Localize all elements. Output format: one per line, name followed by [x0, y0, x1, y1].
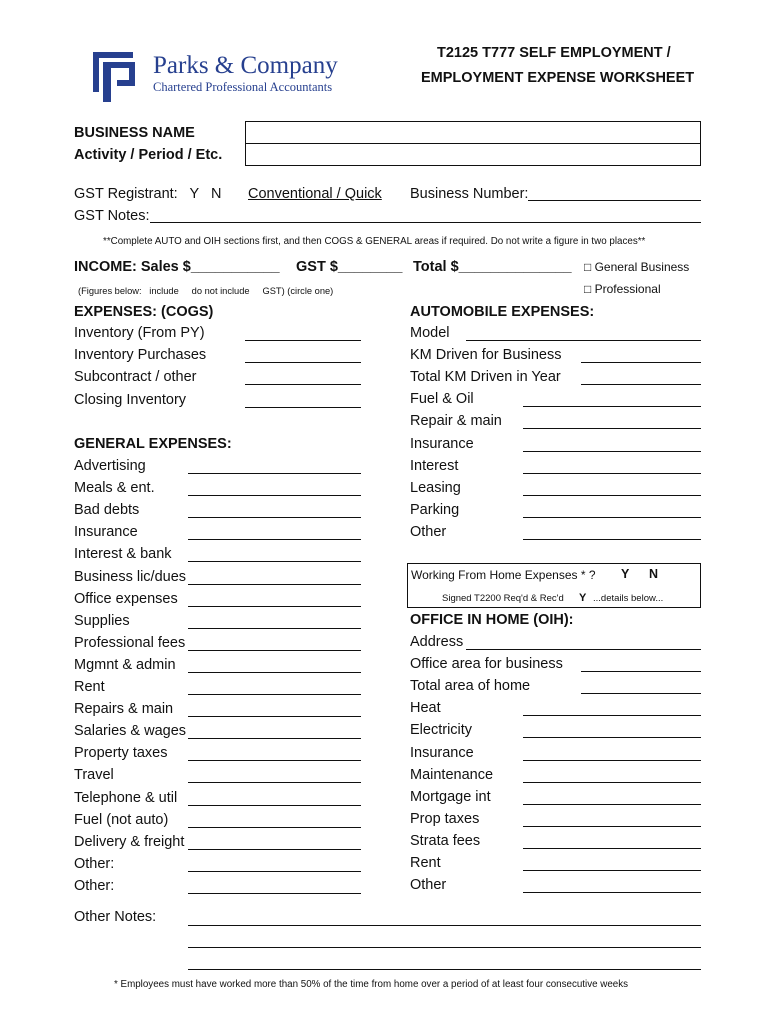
general-item-field[interactable]: [188, 871, 361, 872]
cogs-item-label: Inventory Purchases: [74, 347, 207, 364]
logo-company-name: Parks & Company: [153, 52, 338, 79]
oih-item-field[interactable]: [581, 693, 701, 694]
wfh-signed-yes[interactable]: Y: [579, 592, 587, 604]
auto-item-label: Total KM Driven in Year: [410, 369, 561, 386]
business-number-label: Business Number:: [410, 186, 529, 202]
cogs-item-field[interactable]: [245, 340, 361, 341]
general-item-label: Bad debts: [74, 502, 140, 519]
auto-item-field[interactable]: [523, 406, 701, 407]
auto-item-field[interactable]: [523, 495, 701, 496]
general-item-label: Office expenses: [74, 590, 178, 607]
oih-item-field[interactable]: [523, 870, 701, 871]
activity-field[interactable]: [245, 143, 701, 166]
general-item-field[interactable]: [188, 473, 361, 474]
auto-item-label: Fuel & Oil: [410, 391, 474, 408]
auto-item-label: Model: [410, 325, 450, 341]
general-item-label: Salaries & wages: [74, 723, 187, 740]
general-item-label: Repairs & main: [74, 701, 174, 718]
general-business-checkbox[interactable]: □ General Business: [584, 260, 690, 274]
general-item-field[interactable]: [188, 539, 361, 540]
oih-item-field[interactable]: [523, 737, 701, 738]
oih-item-field[interactable]: [523, 804, 701, 805]
gst-method[interactable]: Conventional / Quick: [248, 186, 382, 202]
general-item-field[interactable]: [188, 517, 361, 518]
form-title-line2: EMPLOYMENT EXPENSE WORKSHEET: [421, 70, 695, 86]
logo-subtitle: Chartered Professional Accountants: [153, 80, 333, 94]
auto-item-field[interactable]: [523, 539, 701, 540]
wfh-signed-t2200: Signed T2200 Req'd & Rec'd: [442, 593, 564, 604]
oih-item-label: Address: [410, 634, 464, 650]
general-item-field[interactable]: [188, 561, 361, 562]
gst-registrant[interactable]: GST Registrant: Y N: [74, 186, 222, 202]
oih-item-label: Heat: [410, 700, 441, 717]
general-item-field[interactable]: [188, 650, 361, 651]
other-notes-label: Other Notes:: [74, 909, 157, 925]
business-name-label: BUSINESS NAME: [74, 125, 195, 141]
professional-checkbox[interactable]: □ Professional: [584, 282, 661, 296]
general-item-field[interactable]: [188, 672, 361, 673]
oih-item-label: Total area of home: [410, 678, 531, 695]
oih-item-label: Other: [410, 877, 447, 894]
general-item-field[interactable]: [188, 760, 361, 761]
general-item-label: Travel: [74, 767, 114, 784]
business-number-field[interactable]: [528, 200, 701, 201]
auto-heading: AUTOMOBILE EXPENSES:: [410, 304, 595, 320]
oih-item-label: Office area for business: [410, 656, 563, 673]
oih-item-field[interactable]: [523, 782, 701, 783]
wfh-question: Working From Home Expenses * ?: [411, 568, 596, 582]
general-item-label: Property taxes: [74, 745, 168, 762]
cogs-item-label: Closing Inventory: [74, 391, 187, 408]
auto-item-field[interactable]: [581, 384, 701, 385]
auto-item-label: Parking: [410, 501, 460, 518]
general-item-label: Fuel (not auto): [74, 811, 169, 828]
income-sales[interactable]: INCOME: Sales $___________: [74, 259, 280, 275]
cogs-item-field[interactable]: [245, 407, 361, 408]
general-item-label: Other:: [74, 855, 115, 872]
general-item-field[interactable]: [188, 782, 361, 783]
general-item-label: Telephone & util: [74, 789, 178, 806]
auto-item-label: Other: [410, 523, 447, 540]
oih-item-field[interactable]: [523, 848, 701, 849]
general-item-field[interactable]: [188, 495, 361, 496]
auto-item-field[interactable]: [523, 451, 701, 452]
general-item-field[interactable]: [188, 716, 361, 717]
oih-item-field[interactable]: [523, 826, 701, 827]
auto-item-field[interactable]: [523, 517, 701, 518]
general-item-label: Advertising: [74, 458, 146, 474]
auto-item-field[interactable]: [466, 340, 701, 341]
auto-item-field[interactable]: [523, 428, 701, 429]
company-logo: [93, 52, 353, 104]
general-heading: GENERAL EXPENSES:: [74, 436, 232, 452]
wfh-no[interactable]: N: [649, 567, 659, 581]
auto-item-label: Leasing: [410, 479, 461, 496]
oih-item-field[interactable]: [523, 760, 701, 761]
oih-item-field[interactable]: [523, 892, 701, 893]
auto-item-label: KM Driven for Business: [410, 347, 562, 364]
oih-item-label: Maintenance: [410, 766, 494, 783]
oih-item-label: Electricity: [410, 722, 473, 739]
wfh-details: ...details below...: [593, 593, 664, 604]
income-total[interactable]: Total $______________: [413, 259, 572, 275]
cogs-item-label: Inventory (From PY): [74, 325, 205, 341]
cogs-item-field[interactable]: [245, 362, 361, 363]
instruction-text: **Complete AUTO and OIH sections first, and then COGS & GENERAL areas if required. Do not write a figure in two places**: [103, 236, 646, 247]
general-item-field[interactable]: [188, 584, 361, 585]
other-notes-line-2[interactable]: [188, 947, 701, 948]
gst-notes-label: GST Notes:: [74, 208, 150, 224]
general-item-label: Business lic/dues: [74, 568, 187, 585]
oih-item-label: Mortgage int: [410, 788, 491, 805]
general-item-label: Insurance: [74, 524, 138, 541]
auto-item-field[interactable]: [581, 362, 701, 363]
cogs-item-field[interactable]: [245, 384, 361, 385]
general-item-field[interactable]: [188, 606, 361, 607]
general-item-field[interactable]: [188, 805, 361, 806]
general-item-field[interactable]: [188, 827, 361, 828]
oih-item-label: Strata fees: [410, 832, 481, 849]
general-item-field[interactable]: [188, 893, 361, 894]
general-item-label: Interest & bank: [74, 546, 172, 563]
oih-heading: OFFICE IN HOME (OIH):: [410, 612, 574, 628]
general-item-field[interactable]: [188, 849, 361, 850]
wfh-yes[interactable]: Y: [621, 567, 630, 581]
income-gst[interactable]: GST $________: [296, 259, 403, 275]
general-item-field[interactable]: [188, 694, 361, 695]
form-title-line1: T2125 T777 SELF EMPLOYMENT /: [437, 45, 671, 61]
general-item-label: Meals & ent.: [74, 480, 155, 497]
general-item-label: Professional fees: [74, 634, 186, 651]
auto-item-label: Insurance: [410, 435, 474, 452]
oih-item-label: Insurance: [410, 744, 474, 761]
auto-item-label: Repair & main: [410, 413, 502, 430]
general-item-label: Other:: [74, 877, 115, 894]
oih-item-field[interactable]: [523, 715, 701, 716]
auto-item-field[interactable]: [523, 473, 701, 474]
auto-item-label: Interest: [410, 457, 459, 474]
general-item-label: Supplies: [74, 612, 130, 629]
gst-notes-field[interactable]: [150, 222, 701, 223]
oih-item-label: Rent: [410, 855, 441, 871]
general-item-label: Rent: [74, 679, 105, 695]
business-name-field[interactable]: [245, 121, 701, 144]
oih-item-field[interactable]: [466, 649, 701, 650]
other-notes-line-1[interactable]: [188, 925, 701, 926]
general-item-field[interactable]: [188, 738, 361, 739]
wfh-box: [407, 563, 701, 608]
footnote: * Employees must have worked more than 50% of the time from home over a period of at least four consecutive weeks: [114, 979, 629, 990]
activity-label: Activity / Period / Etc.: [74, 147, 223, 163]
oih-item-field[interactable]: [581, 671, 701, 672]
other-notes-line-3[interactable]: [188, 969, 701, 970]
general-item-label: Delivery & freight: [74, 833, 185, 850]
logo-mark-icon: [93, 52, 145, 104]
cogs-heading: EXPENSES: (COGS): [74, 304, 214, 320]
general-item-label: Mgmnt & admin: [74, 656, 176, 673]
figures-gst-note[interactable]: (Figures below: include do not include GST) (circle one): [78, 286, 334, 296]
oih-item-label: Prop taxes: [410, 810, 480, 827]
cogs-item-label: Subcontract / other: [74, 369, 197, 386]
general-item-field[interactable]: [188, 628, 361, 629]
